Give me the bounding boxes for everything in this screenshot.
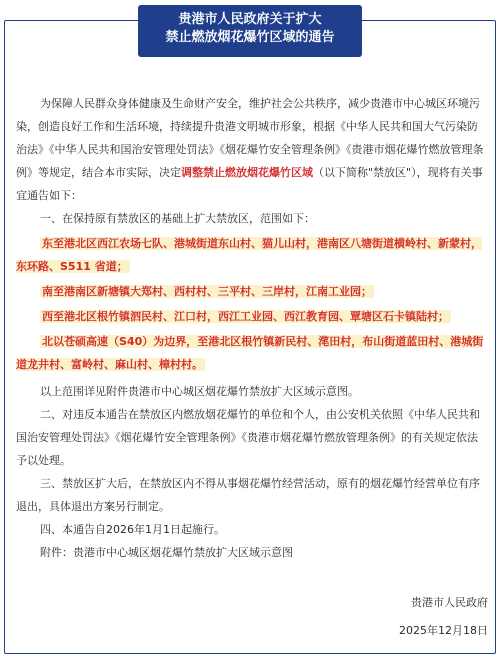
area-east-text: 东至港北区西江农场七队、港城街道东山村、猫儿山村，港南区八塘街道横岭村、新蒙村，东环路、S511 省道； <box>16 237 482 273</box>
attachment-line: 附件：贵港市中心城区烟花爆竹禁放扩大区域示意图 <box>40 546 293 559</box>
range-note: 以上范围详见附件贵港市中心城区烟花爆竹禁放扩大区域示意图。 <box>40 385 359 398</box>
section-1-heading: 一、在保持原有禁放区的基础上扩大禁放区，范围如下： <box>40 212 315 225</box>
title-line-1: 贵港市人民政府关于扩大 <box>178 12 322 27</box>
section-4: 四、本通告自2026年1月1日起施行。 <box>40 523 225 536</box>
intro-paragraph <box>16 92 486 207</box>
intro-highlight: 调整禁止燃放烟花爆竹区域 <box>181 166 313 179</box>
area-south <box>16 280 486 303</box>
title-line-2: 禁止燃放烟花爆竹区域的通告 <box>165 30 335 45</box>
section-2: 二、对违反本通告在禁放区内燃放烟花爆竹的单位和个人，由公安机关依照《中华人民共和国治安管理处罚法》《烟花爆竹安全管理条例》《贵港市烟花爆竹燃放管理条例》的有关规定依法予以处理。 <box>16 408 480 467</box>
intro-text-after: （以下简称"禁放区"），现将有关事宜通告如下： <box>16 166 483 202</box>
notice-body <box>16 92 486 564</box>
area-west <box>16 305 486 328</box>
area-west-text: 西至港北区根竹镇泗民村、江口村，西江工业园、西江教育园、覃塘区石卡镇陆村； <box>42 310 449 323</box>
section-3: 三、禁放区扩大后，在禁放区内不得从事烟花爆竹经营活动，原有的烟花爆竹经营单位有序退出，具体退出方案另行制定。 <box>16 477 480 513</box>
issuer-name: 贵港市人民政府 <box>411 596 488 609</box>
area-east <box>16 232 486 278</box>
issue-date: 2025年12月18日 <box>399 624 488 637</box>
intro-text: 为保障人民群众身体健康及生命财产安全，维护社会公共秩序，减少贵港市中心城区环境污染，创造良好工作和生活环境，持续提升贵港文明城市形象，根据《中华人民共和国大气污染防治法》《中华人民共和国治安管理处罚法》《烟花爆竹安全管理条例》《贵港市烟花爆竹燃放管理条例》等规定，结合本市实际，决定 <box>16 97 484 179</box>
title-banner <box>138 5 362 57</box>
area-north <box>16 330 486 376</box>
area-north-text: 北以苍硕高速（S40）为边界，至港北区根竹镇新民村、滗田村，布山街道蓝田村、港城街道龙井村、富岭村、麻山村、樟村村。 <box>16 335 484 371</box>
area-south-text: 南至港南区新塘镇大郑村、西村村、三平村、三岸村，江南工业园； <box>42 285 372 298</box>
